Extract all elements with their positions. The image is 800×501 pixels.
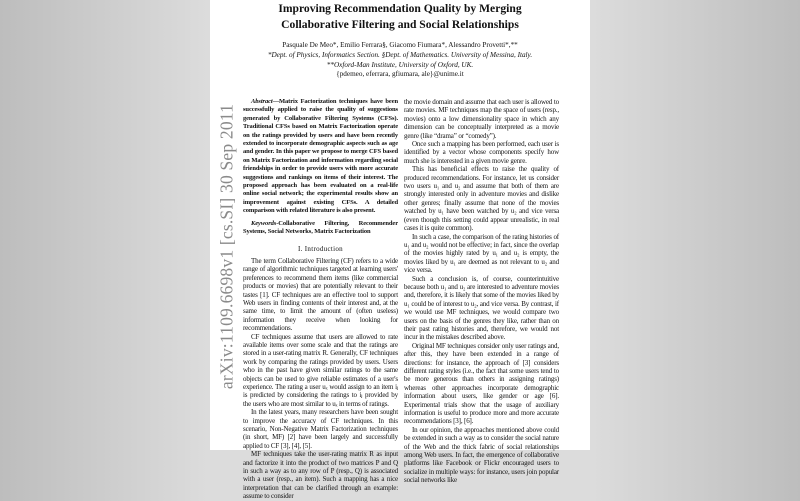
paragraph: In our opinion, the approaches mentioned above could be extended in such a way as to consider the social nature of the Web and the thick fabric of social relationships among Web users. In fact, the emergence of collaborative platforms like Facebook or Flickr encouraged users to socialize in multiple ways: for instance, users join popular social networks like [404,425,559,485]
paragraph: Original MF techniques consider only user ratings and, after this, they have been extended in a range of directions: for instance, the approach of [3] considers different rating styles (i.e., the fact that some users tend to be more generous than others in assigning ratings) whereas other approaches incorporate demographic information about users, like gender or age [6]. Experimental trials show that the usage of auxiliary information is useful to produce more and more accurate recommendations [3], [6]. [404,341,559,426]
paragraph: the movie domain and assume that each user is allowed to rate movies. MF techniques map the space of users (resp., movies) onto a low dimensionality space in which any dimension can be conceptually interpreted as a movie genre (like “drama” or “comedy”). [404,98,559,140]
keywords-label: Keywords [251,219,277,227]
paragraph: Such a conclusion is, of course, counterintuitive because both u₁ and u₂ are interested to adventure movies and, therefore, it is likely that some of the movies liked by u₁ could be of interest to u₂, and vice versa. By contrast, if we would use MF techniques, we would compare two users on the basis of the genres they like, rather than on their past rating histories and, therefore, we would not incur in the mistakes described above. [404,274,559,342]
arxiv-stamp: arXiv:1109.6698v1 [cs.SI] 30 Sep 2011 [216,103,237,390]
paragraph: In such a case, the comparison of the rating histories of u₁ and u₂ would not be effective; in fact, since the overlap of the movies highly rated by u₁ and u₂ is empty, the movies liked by u₁ are deemed as not relevant to u₂ and vice versa. [404,232,559,275]
keywords [243,220,398,237]
left-column [243,98,398,501]
author-emails: {pdemeo, eferrara, gfiumara, ale}@unime.it [336,70,464,79]
abstract [243,98,398,216]
title-line-2: Collaborative Filtering and Social Relationships [281,18,519,31]
author-block [210,41,590,80]
paragraph: This has beneficial effects to raise the quality of produced recommendations. For instance, let us consider two users u₁ and u₂ and assume that both of them are strongly interested only in adventure movies and dislike other genres; finally assume that none of the movies watched by u₁ have been watched by u₂ and vice versa (even though this setting could appear unrealistic, in real cases it is quite common). [404,165,559,233]
paper-title [210,1,590,33]
paper-page [210,0,590,501]
paragraph: Once such a mapping has been performed, each user is identified by a vector whose components specify how much she is interested in a given movie genre. [404,140,559,165]
paragraph: CF techniques assume that users are allowed to rate available items over some scale and that the ratings are stored in a user-rating matrix R. Generally, CF techniques work by comparing the ratings provided by users. Users who in the past have given similar ratings to the same objects can be used to give reliable estimates of a user's experience. The rating a user uₓ would assign to an item iⱼ is predicted by considering the ratings to iⱼ provided by the users who are most similar to uₓ in terms of ratings. [243,332,398,408]
affiliation-1: *Dept. of Physics, Informatics Section. §Dept. of Mathematics. University of Messina, Italy. [267,50,533,59]
paragraph: The term Collaborative Filtering (CF) refers to a wide range of algorithmic techniques targeted at learning users' preferences to recommend them items (like commercial products or movies) that are potentially relevant to their tastes [1]. CF techniques are an effective tool to support Web users in finding contents of their interest and, at the same time, to limit the amount of (often useless) information they receive when looking for recommendations. [243,256,398,333]
section-heading: I. Introduction [298,244,343,253]
paragraph: MF techniques take the user-rating matrix R as input and factorize it into the product of two matrices P and Q in such a way as to any row of P (resp., Q) is associated with a user (resp., an item). Such a mapping has a nice interpretation that can be clarified through an example: assume to consider [243,450,398,501]
abstract-label: Abstract [251,98,273,105]
author-names: Pasquale De Meo*, Emilio Ferrara§, Giacomo Fiumara*, Alessandro Provetti*,** [282,41,518,49]
keywords-text: -Collaborative Filtering, Recommender Systems, Social Networks, Matrix Factorization [243,219,398,236]
abstract-text: —Matrix Factorization techniques have been successfully applied to raise the quality of suggestions generated by Collaborative Filtering Systems (CFSs). Traditional CFSs based on Matrix Factorization operate on the ratings provided by users and have been recently extended to incorporate demographic aspects such as age and gender. In this paper we propose to merge CFS based on Matrix Factorization and information regarding social friendships in order to provide users with more accurate suggestions and rankings on items of their interest. The proposed approach has been evaluated on a real-life online social network; the experimental results show an improvement against existing CFSs. A detailed comparison with related literature is also present. [243,98,398,215]
paragraph: In the latest years, many researchers have been sought to improve the accuracy of CF techniques. In this scenario, Non-Negative Matrix Factorization techniques (in short, MF) [2] have been largely and successfully applied to CF [3], [4], [5]. [243,408,398,450]
right-column [404,98,559,485]
title-line-1: Improving Recommendation Quality by Merging [278,2,522,15]
affiliation-2: **Oxford-Man Institute, University of Oxford, UK. [326,60,474,69]
